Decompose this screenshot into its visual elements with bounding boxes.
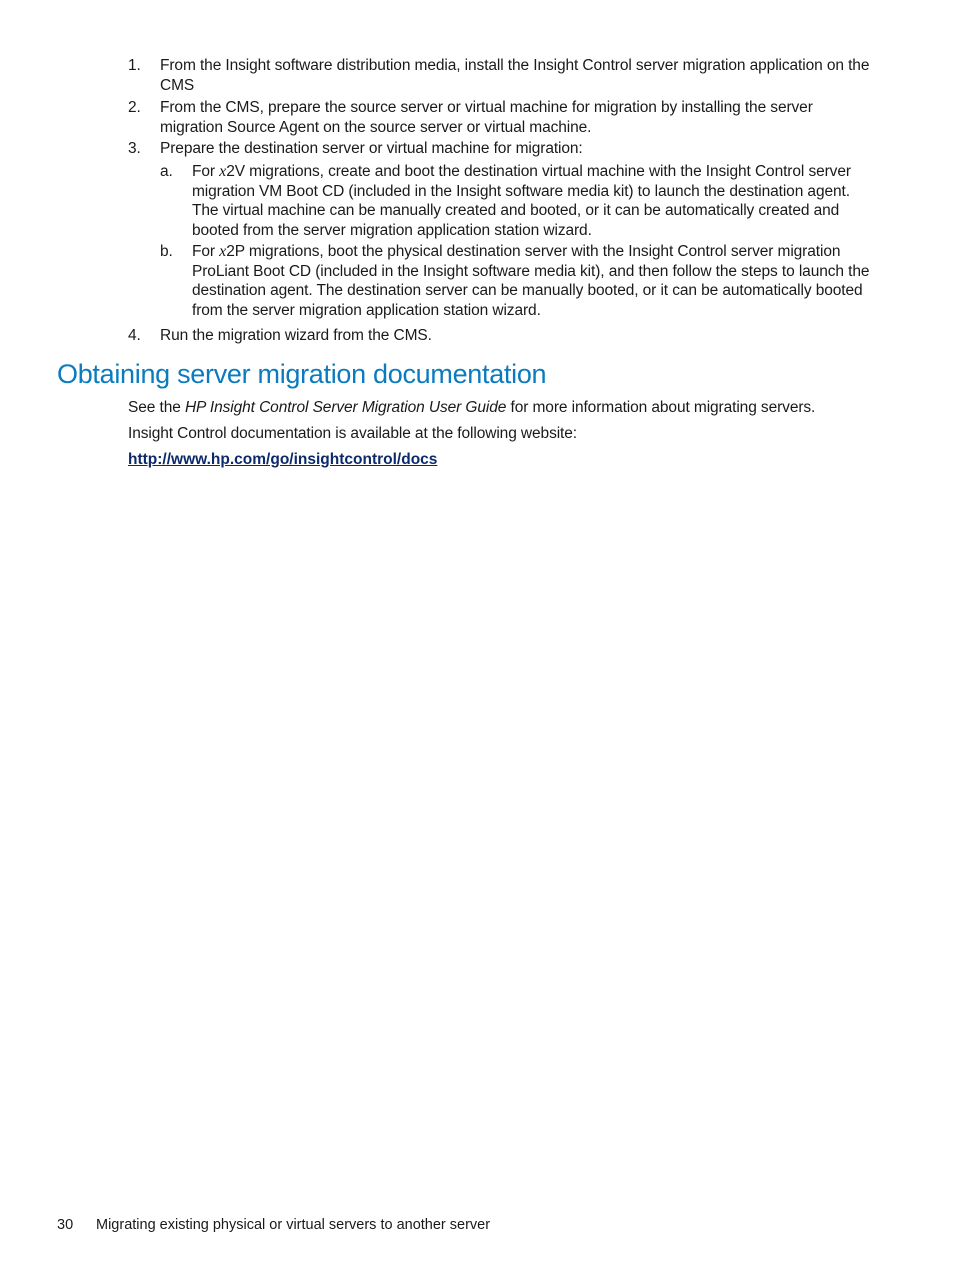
substep-prefix: For	[192, 243, 220, 260]
step-text: From the Insight software distribution media, install the Insight Control server migration application on the CMS	[160, 57, 870, 94]
step-number: 2.	[128, 99, 141, 116]
step-number: 1.	[128, 57, 141, 74]
substep-text	[192, 162, 877, 240]
substep-suffix: 2V migrations, create and boot the destination virtual machine with the Insight Control server migration VM Boot CD (included in the Insight software media kit) to launch the destination agent. The virtual machine can be manually created and booted, or it can be automatically created and booted from the server migration application station wizard.	[192, 163, 851, 239]
footer-chapter-title: Migrating existing physical or virtual servers to another server	[96, 1217, 491, 1233]
substep-text	[192, 242, 877, 320]
para-text: for more information about migrating servers.	[506, 399, 816, 416]
step-number: 4.	[128, 327, 141, 344]
paragraph-see-guide	[128, 398, 888, 418]
section-heading: Obtaining server migration documentation	[57, 359, 547, 389]
substep-variable: x	[219, 243, 227, 260]
guide-title: HP Insight Control Server Migration User Guide	[184, 399, 507, 416]
page-number: 30	[57, 1217, 74, 1233]
para-text: See the	[128, 399, 185, 416]
substep-variable: x	[219, 163, 227, 180]
substep-prefix: For	[192, 163, 220, 180]
paragraph-availability: Insight Control documentation is available at the following website:	[128, 425, 577, 442]
step-text: Prepare the destination server or virtual machine for migration:	[160, 140, 583, 157]
docs-link[interactable]: http://www.hp.com/go/insightcontrol/docs	[128, 451, 438, 468]
step-number: 3.	[128, 140, 141, 157]
step-text: From the CMS, prepare the source server or virtual machine for migration by installing the server migration Source Agent on the source server or virtual machine.	[160, 99, 813, 136]
substep-suffix: 2P migrations, boot the physical destination server with the Insight Control server migration ProLiant Boot CD (included in the Insight software media kit), and then follow the steps to launch the destination agent. The destination server can be manually booted, or it can be automatically booted from the server migration application station wizard.	[192, 243, 870, 319]
substep-letter: a.	[160, 163, 173, 180]
step-text: Run the migration wizard from the CMS.	[160, 327, 432, 344]
substep-letter: b.	[160, 243, 173, 260]
